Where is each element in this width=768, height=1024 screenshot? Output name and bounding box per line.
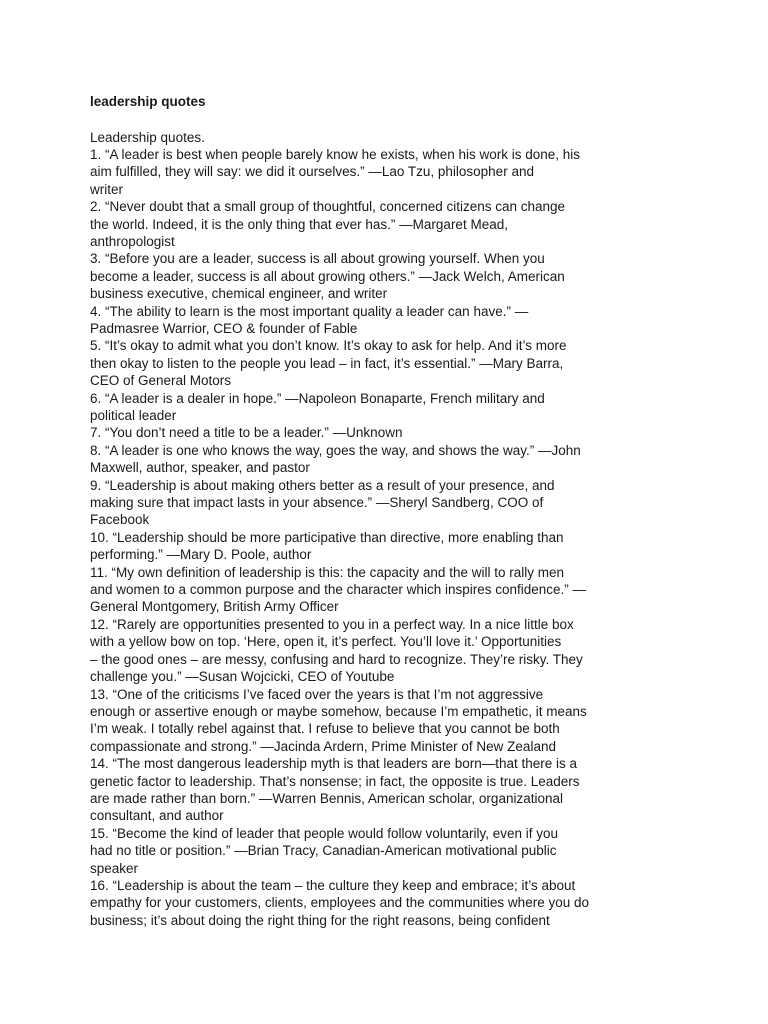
text-line: anthropologist <box>90 233 175 249</box>
text-line: genetic factor to leadership. That’s nonsense; in fact, the opposite is true. Leaders <box>90 773 580 789</box>
text-line: 4. “The ability to learn is the most important quality a leader can have.” — <box>90 303 529 319</box>
text-line: with a yellow bow on top. ‘Here, open it, it’s perfect. You’ll love it.’ Opportunities <box>90 634 562 650</box>
title-spacer <box>90 111 650 129</box>
text-line: 15. “Become the kind of leader that people would follow voluntarily, even if you <box>90 825 559 841</box>
text-line: Padmasree Warrior, CEO & founder of Fable <box>90 320 358 336</box>
text-line: 6. “A leader is a dealer in hope.” —Napoleon Bonaparte, French military and <box>90 390 545 406</box>
text-line: 14. “The most dangerous leadership myth is that leaders are born—that there is a <box>90 756 578 772</box>
text-line: then okay to listen to the people you lead – in fact, it’s essential.” —Mary Barra, <box>90 355 564 371</box>
document-title: leadership quotes <box>90 94 206 109</box>
text-line: making sure that impact lasts in your absence.” —Sheryl Sandberg, COO of <box>90 495 544 511</box>
text-line: General Montgomery, British Army Officer <box>90 599 339 615</box>
text-line: performing.” —Mary D. Poole, author <box>90 547 312 563</box>
text-line: business; it’s about doing the right thing for the right reasons, being confident <box>90 912 550 928</box>
text-line: become a leader, success is all about growing others.” —Jack Welch, American <box>90 268 565 284</box>
text-line: 13. “One of the criticisms I’ve faced over the years is that I’m not aggressive <box>90 686 544 702</box>
text-line: consultant, and author <box>90 808 224 824</box>
text-line: 11. “My own definition of leadership is this: the capacity and the will to rally men <box>90 564 564 580</box>
text-line: Maxwell, author, speaker, and pastor <box>90 460 310 476</box>
text-line: I’m weak. I totally rebel against that. I refuse to believe that you cannot be both <box>90 721 560 737</box>
text-line: had no title or position.” —Brian Tracy, Canadian-American motivational public <box>90 843 557 859</box>
text-line: political leader <box>90 408 177 423</box>
text-line: are made rather than born.” —Warren Bennis, American scholar, organizational <box>90 790 563 806</box>
text-line: 2. “Never doubt that a small group of thoughtful, concerned citizens can change <box>90 199 566 215</box>
text-line: the world. Indeed, it is the only thing that ever has.” —Margaret Mead, <box>90 216 508 232</box>
text-line: 3. “Before you are a leader, success is all about growing yourself. When you <box>90 251 545 267</box>
text-line: Facebook <box>90 512 150 528</box>
text-line: aim fulfilled, they will say: we did it ourselves.” —Lao Tzu, philosopher and <box>90 164 534 180</box>
text-line: enough or assertive enough or maybe somehow, because I’m empathetic, it means <box>90 703 587 719</box>
document-body <box>90 92 650 929</box>
text-line: business executive, chemical engineer, and writer <box>90 286 388 302</box>
text-line: 9. “Leadership is about making others better as a result of your presence, and <box>90 477 555 493</box>
text-line: 16. “Leadership is about the team – the culture they keep and embrace; it’s about <box>90 877 576 893</box>
text-lines <box>90 129 650 930</box>
text-line: speaker <box>90 860 139 876</box>
text-line: 7. “You don’t need a title to be a leader.” —Unknown <box>90 425 403 441</box>
text-line: CEO of General Motors <box>90 373 232 389</box>
text-line: 5. “It’s okay to admit what you don’t know. It’s okay to ask for help. And it’s more <box>90 338 567 354</box>
text-line: empathy for your customers, clients, employees and the communities where you do <box>90 895 589 911</box>
text-line: 1. “A leader is best when people barely know he exists, when his work is done, his <box>90 146 581 162</box>
text-line: Leadership quotes. <box>90 129 205 145</box>
text-line: – the good ones – are messy, confusing and hard to recognize. They’re risky. They <box>90 651 583 667</box>
text-line: writer <box>90 181 123 197</box>
text-line: 8. “A leader is one who knows the way, goes the way, and shows the way.” —John <box>90 442 581 458</box>
text-line: and women to a common purpose and the character which inspires confidence.” — <box>90 582 587 598</box>
text-line: challenge you.” —Susan Wojcicki, CEO of Youtube <box>90 669 395 685</box>
text-line: 12. “Rarely are opportunities presented to you in a perfect way. In a nice little box <box>90 616 574 632</box>
text-line: compassionate and strong.” —Jacinda Ardern, Prime Minister of New Zealand <box>90 738 556 754</box>
text-line: 10. “Leadership should be more participative than directive, more enabling than <box>90 529 564 545</box>
